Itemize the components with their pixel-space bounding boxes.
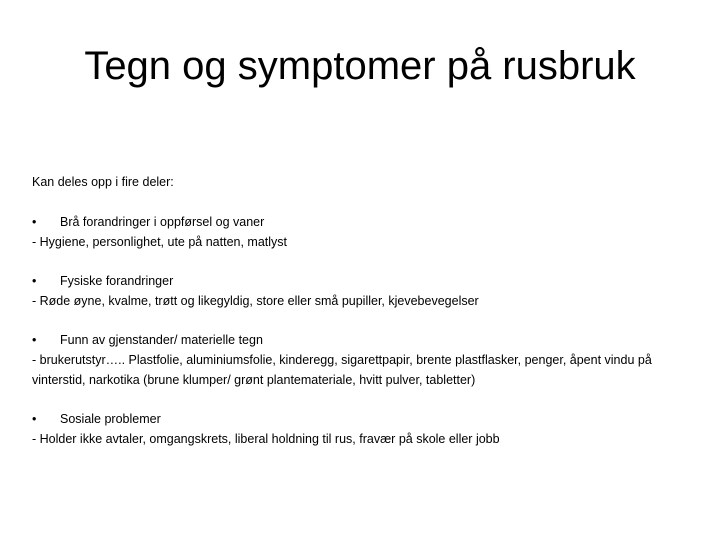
section-physical xyxy=(32,271,692,311)
section-detail: - Holder ikke avtaler, omgangskrets, liberal holdning til rus, fravær på skole eller jobb xyxy=(32,432,500,446)
slide-title: Tegn og symptomer på rusbruk xyxy=(84,44,636,88)
bullet-icon: • xyxy=(32,412,37,426)
bullet-item xyxy=(32,212,692,232)
intro-text: Kan deles opp i fire deler: xyxy=(32,175,174,189)
section-heading: Sosiale problemer xyxy=(60,412,161,426)
slide-body xyxy=(32,172,692,468)
section-heading: Brå forandringer i oppførsel og vaner xyxy=(60,215,265,229)
bullet-icon: • xyxy=(32,333,37,347)
section-detail: - Hygiene, personlighet, ute på natten, matlyst xyxy=(32,235,288,249)
bullet-icon: • xyxy=(32,215,37,229)
bullet-item xyxy=(32,271,692,291)
bullet-item xyxy=(32,330,692,350)
section-behavior xyxy=(32,212,692,252)
section-detail: - Røde øyne, kvalme, trøtt og likegyldig, store eller små pupiller, kjevebevegelser xyxy=(32,294,479,308)
bullet-icon: • xyxy=(32,274,37,288)
section-heading: Fysiske forandringer xyxy=(60,274,174,288)
section-heading: Funn av gjenstander/ materielle tegn xyxy=(60,333,263,347)
section-detail: - brukerutstyr….. Plastfolie, aluminiumsfolie, kinderegg, sigarettpapir, brente plastflasker, penger, åpent vindu på vinterstid, narkotika (brune klumper/ grønt plantemateriale, hvitt pulver, tabletter) xyxy=(32,353,652,387)
bullet-item xyxy=(32,409,692,429)
section-social xyxy=(32,409,692,449)
section-objects xyxy=(32,330,692,390)
